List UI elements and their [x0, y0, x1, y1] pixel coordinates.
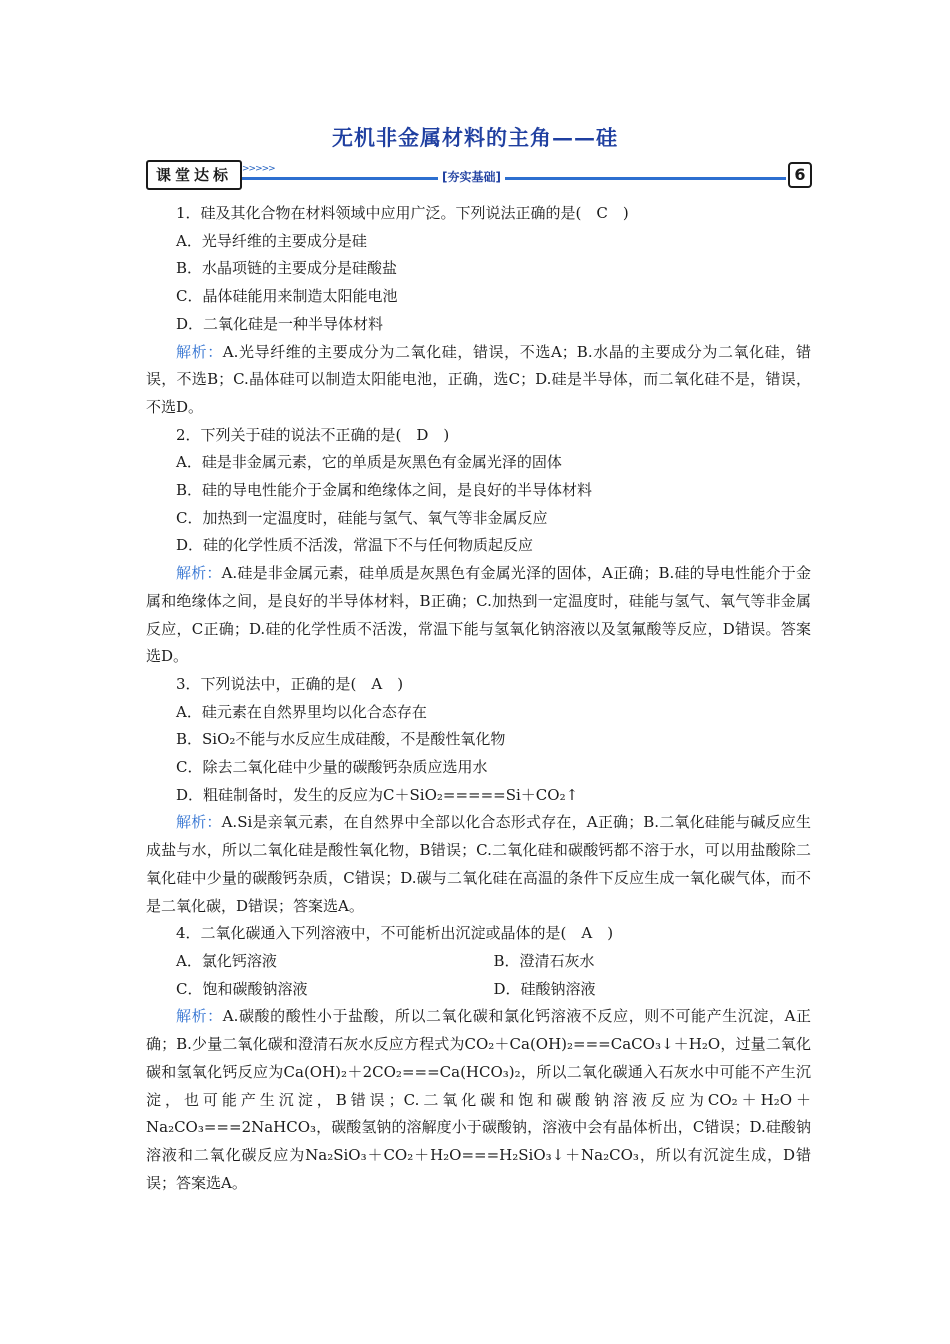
analysis-label: 解析： [176, 564, 222, 583]
analysis-text: A.Si是亲氧元素，在自然界中全部以化合态形式存在，A正确；B.二氧化硅能与碱反应生成盐与水，所以二氧化硅是酸性氧化物，B错误；C.二氧化硅和碳酸钙都不溶于水，可以用盐酸除二氧化硅中少量的碳酸钙杂质，C错误；D.碳与二氧化硅在高温的条件下反应生成一氧化碳气体，而不是二氧化碳，D错误；答案选A。 [146, 813, 811, 915]
section-tag: [夯实基础] [438, 168, 505, 185]
question-content [146, 200, 811, 1197]
question-4-option-b: B．澄清石灰水 [493, 951, 595, 970]
analysis-label: 解析： [176, 813, 222, 832]
analysis-text: A.硅是非金属元素，硅单质是灰黑色有金属光泽的固体，A正确；B.硅的导电性能介于金属和绝缘体之间，是良好的半导体材料，B正确；C.加热到一定温度时，硅能与氢气、氧气等非金属反应，C正确；D.硅的化学性质不活泼，常温下能与氢氧化钠溶液以及氢氟酸等反应，D错误。答案选D。 [146, 564, 811, 666]
section-badge: 课堂达标 [146, 160, 242, 190]
question-1-analysis [146, 339, 811, 422]
question-4-option-c: C．饱和碳酸钠溶液 [176, 979, 308, 998]
question-3-option-c: C．除去二氧化硅中少量的碳酸钙杂质应选用水 [176, 758, 488, 777]
question-1-option-c: C．晶体硅能用来制造太阳能电池 [176, 287, 398, 306]
question-1-option-b: B．水晶项链的主要成分是硅酸盐 [176, 259, 398, 278]
question-2-option-b: B．硅的导电性能介于金属和绝缘体之间，是良好的半导体材料 [176, 481, 593, 500]
question-2-option-a: A．硅是非金属元素，它的单质是灰黑色有金属光泽的固体 [176, 453, 562, 472]
question-2-option-d: D．硅的化学性质不活泼，常温下不与任何物质起反应 [176, 536, 534, 555]
question-3-option-a: A．硅元素在自然界里均以化合态存在 [176, 702, 427, 721]
question-4-option-a: A．氯化钙溶液 [176, 951, 277, 970]
question-4-analysis [146, 1003, 811, 1197]
analysis-text: A.光导纤维的主要成分为二氧化硅，错误，不选A；B.水晶的主要成分为二氧化硅，错误，不选B；C.晶体硅可以制造太阳能电池，正确，选C；D.硅是半导体，而二氧化硅不是，错误，不选D。 [146, 342, 811, 416]
section-banner [146, 160, 812, 188]
question-3-stem: 3．下列说法中，正确的是( A ) [176, 674, 404, 693]
question-3-option-d: D．粗硅制备时，发生的反应为C＋SiO₂=====Si＋CO₂↑ [176, 785, 579, 804]
question-1-option-d: D．二氧化硅是一种半导体材料 [176, 314, 384, 333]
question-4-option-d: D．硅酸钠溶液 [493, 979, 596, 998]
question-2-option-c: C．加热到一定温度时，硅能与氢气、氧气等非金属反应 [176, 508, 548, 527]
question-4-stem: 4．二氧化碳通入下列溶液中，不可能析出沉淀或晶体的是( A ) [176, 924, 614, 943]
analysis-label: 解析： [176, 1007, 223, 1026]
banner-rule [242, 177, 786, 180]
analysis-label: 解析： [176, 342, 223, 361]
question-2-analysis [146, 560, 811, 671]
document-title: 无机非金属材料的主角——硅 [332, 125, 618, 150]
question-1-option-a: A．光导纤维的主要成分是硅 [176, 231, 367, 250]
question-3-analysis [146, 809, 811, 920]
banner-arrows: >>>>> [242, 164, 275, 174]
analysis-text: A.碳酸的酸性小于盐酸，所以二氧化碳和氯化钙溶液不反应，则不可能产生沉淀，A正确；B.少量二氧化碳和澄清石灰水反应方程式为CO₂＋Ca(OH)₂===CaCO₃↓＋H₂O，过量二氧化碳和氢氧化钙反应为Ca(OH)₂＋2CO₂===Ca(HCO₃)₂，所以二氧化碳通入石灰水中可能不产生沉淀，也可能产生沉淀，B错误；C.二氧化碳和饱和碳酸钠溶液反应为CO₂＋H₂O＋Na₂CO₃===2NaHCO₃，碳酸氢钠的溶解度小于碳酸钠，溶液中会有晶体析出，C错误；D.硅酸钠溶液和二氧化碳反应为Na₂SiO₃＋CO₂＋H₂O===H₂SiO₃↓＋Na₂CO₃，所以有沉淀生成，D错误；答案选A。 [146, 1007, 811, 1192]
section-number: 6 [788, 162, 812, 188]
question-1-stem: 1．硅及其化合物在材料领域中应用广泛。下列说法正确的是( C ) [176, 204, 629, 222]
question-4-options-row-1 [146, 948, 811, 976]
question-3-option-b: B．SiO₂不能与水反应生成硅酸，不是酸性氧化物 [176, 730, 506, 749]
question-4-options-row-2 [146, 976, 811, 1004]
question-2-stem: 2．下列关于硅的说法不正确的是( D ) [176, 425, 450, 444]
